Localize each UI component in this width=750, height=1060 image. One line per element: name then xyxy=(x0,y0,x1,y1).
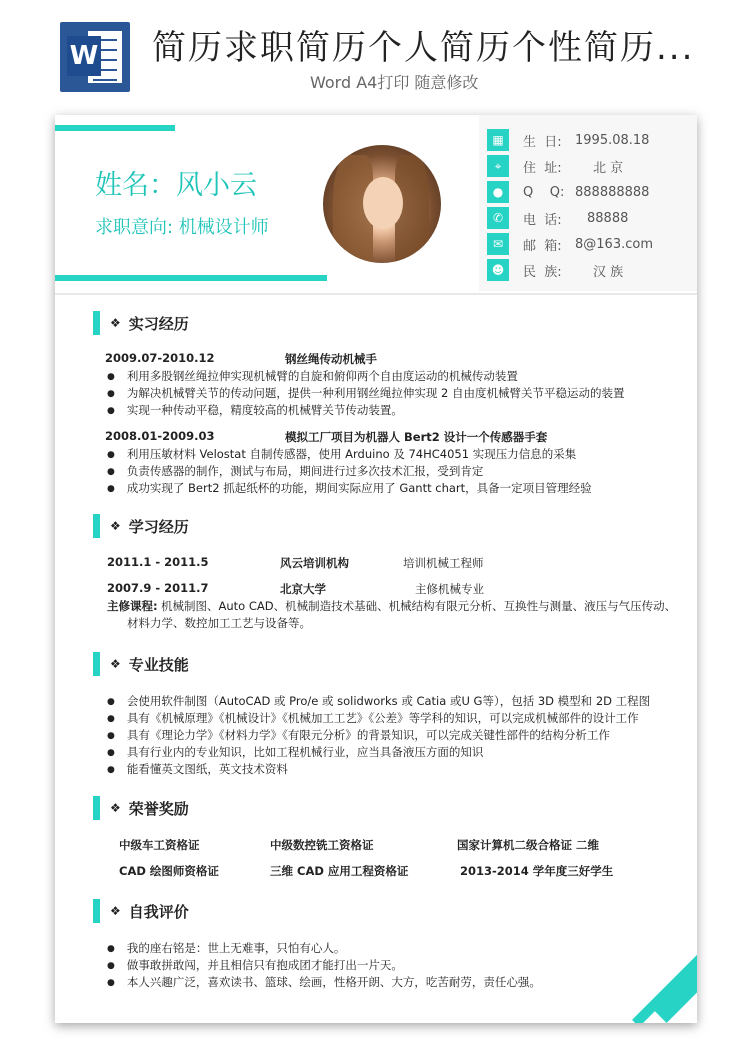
info-ethnicity xyxy=(487,259,623,281)
diamond-icon: ❖ xyxy=(110,519,121,533)
info-qq xyxy=(487,181,649,203)
education-org: 风云培训机构 xyxy=(280,556,349,570)
education-major: 主修机械专业 xyxy=(415,582,484,596)
info-label: 民 族: xyxy=(523,264,562,280)
internship-project: 钢丝绳传动机械手 xyxy=(285,352,377,366)
award-item: 中级车工资格证 xyxy=(119,838,200,852)
list-item: ● 具有《机械原理》《机械设计》《机械加工工艺》《公差》等学科的知识，可以完成机械部件的设计工作 xyxy=(107,710,639,726)
education-date: 2007.9 - 2011.7 xyxy=(107,581,209,595)
list-item: ● 利用多股钢丝绳拉伸实现机械臂的自旋和俯仰两个自由度运动的机械传动装置 xyxy=(107,368,518,384)
education-major: 培训机械工程师 xyxy=(403,556,484,570)
phone-icon: ✆ xyxy=(487,207,509,229)
internship-project: 模拟工厂项目为机器人 Bert2 设计一个传感器手套 xyxy=(285,430,548,444)
section-title: 学习经历 xyxy=(128,517,189,536)
resume-sheet xyxy=(55,115,697,1023)
diamond-icon: ❖ xyxy=(110,904,121,918)
list-item: ● 负责传感器的制作，测试与布局，期间进行过多次技术汇报，受到肯定 xyxy=(107,463,483,479)
list-item: ● 本人兴趣广泛，喜欢读书、篮球、绘画，性格开朗、大方，吃苦耐劳，责任心强。 xyxy=(107,974,541,990)
list-item: ● 实现一种传动平稳，精度较高的机械臂关节传动装置。 xyxy=(107,402,403,418)
avatar-photo xyxy=(323,145,441,263)
list-item: ● 成功实现了 Bert2 抓起纸杯的功能，期间实际应用了 Gantt chart，具备一定项目管理经验 xyxy=(107,480,592,496)
section-title: 专业技能 xyxy=(128,655,189,674)
info-birthday xyxy=(487,129,649,151)
courses-line: 机械制图、Auto CAD、机械制造技术基础、机械结构有限元分析、互换性与测量、液压与气压传动、 xyxy=(161,599,677,613)
list-item: ● 会使用软件制图（AutoCAD 或 Pro/e 或 solidworks 或 Catia 或U G等），包括 3D 模型和 2D 工程图 xyxy=(107,693,650,709)
qq-icon: ● xyxy=(487,181,509,203)
document-subtitle: Word A4打印 随意修改 xyxy=(310,73,479,92)
info-label: 住 址: xyxy=(523,160,562,176)
section-marker xyxy=(93,899,100,923)
award-item: 中级数控铣工资格证 xyxy=(270,838,374,852)
info-value: 汉 族 xyxy=(593,264,624,280)
award-item: 三维 CAD 应用工程资格证 xyxy=(270,864,409,878)
list-item: ● 具有行业内的专业知识，比如工程机械行业，应当具备液压方面的知识 xyxy=(107,744,483,760)
people-icon: ☻ xyxy=(487,259,509,281)
diamond-icon: ❖ xyxy=(110,316,121,330)
education-org: 北京大学 xyxy=(280,582,326,596)
job-intent: 求职意向: 机械设计师 xyxy=(95,217,269,238)
info-value: 888888888 xyxy=(575,184,650,200)
list-item: ● 我的座右铭是：世上无难事，只怕有心人。 xyxy=(107,940,345,956)
info-label: 电 话: xyxy=(523,212,562,228)
word-icon xyxy=(60,22,130,92)
candidate-name: 姓名：风小云 xyxy=(95,170,257,201)
section-title: 实习经历 xyxy=(128,314,189,333)
list-item: ● 做事敢拼敢闯，并且相信只有抱成团才能打出一片天。 xyxy=(107,957,403,973)
info-label: Q Q: xyxy=(523,184,565,200)
education-date: 2011.1 - 2011.5 xyxy=(107,555,209,569)
award-item: CAD 绘图师资格证 xyxy=(119,864,219,878)
word-icon-letter: W xyxy=(67,36,101,76)
info-value: 88888 xyxy=(587,210,629,226)
list-item: ● 利用压敏材料 Velostat 自制传感器，使用 Arduino 及 74HC4051 实现压力信息的采集 xyxy=(107,446,576,462)
section-internship xyxy=(93,311,189,335)
section-skills xyxy=(93,652,189,676)
award-item: 2013-2014 学年度三好学生 xyxy=(460,864,614,878)
section-marker xyxy=(93,311,100,335)
location-icon: ⌖ xyxy=(487,155,509,177)
diamond-icon: ❖ xyxy=(110,657,121,671)
section-awards xyxy=(93,796,189,820)
info-value: 北 京 xyxy=(593,160,624,176)
list-item: ● 为解决机械臂关节的传动问题，提供一种利用钢丝绳拉伸实现 2 自由度机械臂关节平稳运动的装置 xyxy=(107,385,624,401)
contact-info-panel xyxy=(479,115,697,291)
section-self-eval xyxy=(93,899,189,923)
section-marker xyxy=(93,796,100,820)
header-divider xyxy=(55,293,697,295)
page-header xyxy=(0,0,750,100)
section-marker xyxy=(93,652,100,676)
section-marker xyxy=(93,514,100,538)
internship-date: 2008.01-2009.03 xyxy=(105,429,215,443)
info-label: 邮 箱: xyxy=(523,238,562,254)
courses-label: 主修课程: xyxy=(107,599,158,613)
courses-line: 材料力学、数控加工工艺与设备等。 xyxy=(127,616,311,630)
info-email xyxy=(487,233,653,255)
diamond-icon: ❖ xyxy=(110,801,121,815)
list-item: ● 具有《理论力学》《材料力学》《有限元分析》的背景知识，可以完成关键性部件的结构分析工作 xyxy=(107,727,610,743)
mail-icon: ✉ xyxy=(487,233,509,255)
calendar-icon: ▦ xyxy=(487,129,509,151)
section-title: 自我评价 xyxy=(128,902,189,921)
info-label: 生 日: xyxy=(523,134,562,150)
document-title: 简历求职简历个人简历个性简历... xyxy=(152,28,695,68)
accent-bar-bottom xyxy=(55,275,327,281)
award-item: 国家计算机二级合格证 二维 xyxy=(457,838,600,852)
internship-date: 2009.07-2010.12 xyxy=(105,351,215,365)
section-education xyxy=(93,514,189,538)
info-address xyxy=(487,155,623,177)
info-value: 1995.08.18 xyxy=(575,132,650,148)
section-title: 荣誉奖励 xyxy=(128,799,189,818)
list-item: ● 能看懂英文图纸，英文技术资料 xyxy=(107,761,288,777)
info-value: 8@163.com xyxy=(575,236,653,252)
accent-bar-top xyxy=(55,125,175,131)
info-phone xyxy=(487,207,628,229)
